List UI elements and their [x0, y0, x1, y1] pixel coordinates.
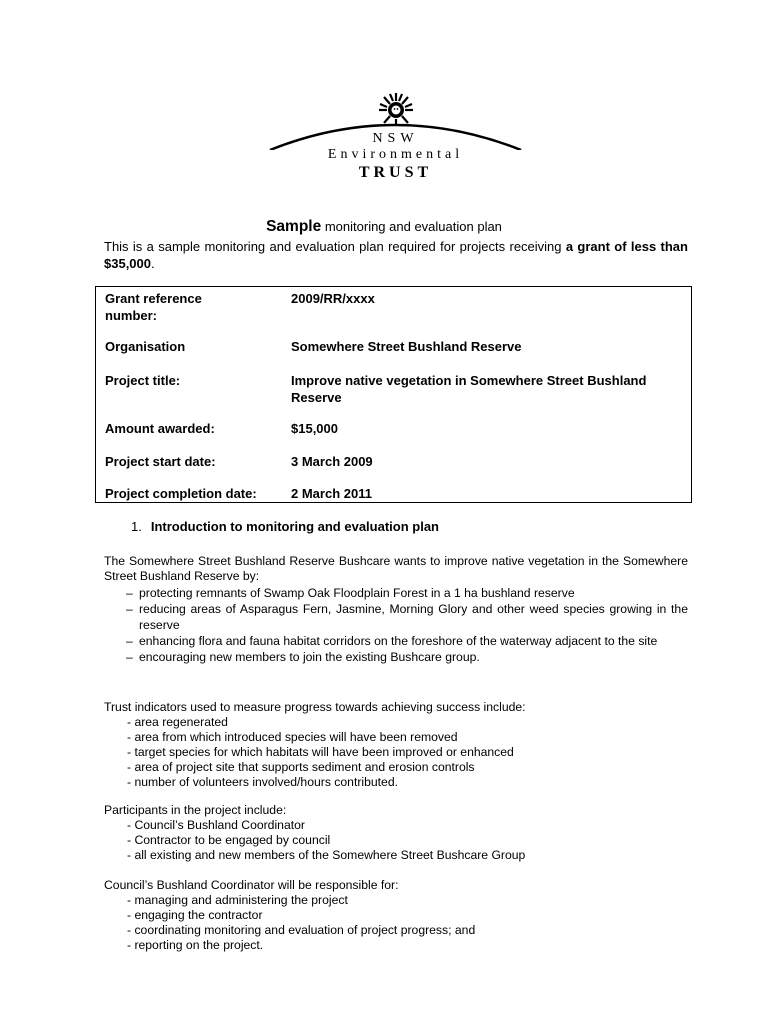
list-item: – encouraging new members to join the existing Bushcare group.	[126, 649, 688, 665]
info-value: $15,000	[291, 421, 338, 436]
participants-lead: Participants in the project include:	[104, 803, 287, 817]
intro-bold: a grant of less than $35,000	[104, 239, 688, 271]
list-item: - Contractor to be engaged by council	[127, 833, 331, 847]
indicators-lead: Trust indicators used to measure progress towards achieving success include:	[104, 700, 526, 714]
info-value: 3 March 2009	[291, 454, 373, 469]
logo-text-trust: TRUST	[358, 164, 433, 181]
list-item: - reporting on the project.	[127, 938, 264, 952]
title-rest: monitoring and evaluation plan	[324, 219, 502, 234]
intro-text: This is a sample monitoring and evaluation plan required for projects receiving	[104, 239, 566, 254]
info-value: Somewhere Street Bushland Reserve	[291, 339, 522, 354]
coordinator-block	[104, 878, 475, 953]
list-item: - area from which introduced species will have been removed	[127, 730, 458, 744]
section-intro-paragraph: The Somewhere Street Bushland Reserve Bushcare wants to improve native vegetation in the Somewhere Street Bushland Reserve by:	[104, 554, 688, 583]
info-value: 2009/RR/xxxx	[291, 291, 375, 306]
objectives-list	[126, 585, 688, 665]
info-label: Amount awarded:	[105, 421, 215, 436]
list-item: – enhancing flora and fauna habitat corridors on the foreshore of the waterway adjacent to the site	[126, 633, 688, 649]
info-label: Project title:	[105, 373, 181, 388]
info-label: Project completion date:	[105, 486, 257, 501]
list-item: - coordinating monitoring and evaluation of project progress; and	[127, 923, 476, 937]
nsw-environmental-trust-logo	[268, 90, 523, 186]
intro-end: .	[151, 256, 155, 271]
list-item: – reducing areas of Asparagus Fern, Jasmine, Morning Glory and other weed species growing in the reserve	[126, 601, 688, 633]
section-title: Introduction to monitoring and evaluation plan	[150, 519, 439, 534]
coordinator-lead: Council’s Bushland Coordinator will be responsible for:	[104, 878, 399, 892]
list-item: - area regenerated	[127, 715, 228, 729]
logo-text-nsw: NSW	[372, 131, 419, 146]
list-item: - managing and administering the project	[127, 893, 348, 907]
list-item: - Council’s Bushland Coordinator	[127, 818, 305, 832]
list-item: - all existing and new members of the Somewhere Street Bushcare Group	[127, 848, 526, 862]
info-label: Project start date:	[105, 454, 216, 469]
indicators-block	[104, 700, 526, 790]
logo-text-environmental: Environmental	[327, 147, 464, 162]
section-number: 1.	[131, 519, 142, 534]
info-value: 2 March 2011	[291, 486, 372, 501]
participants-block	[104, 803, 525, 863]
list-item: - number of volunteers involved/hours contributed.	[127, 775, 398, 789]
list-item: - engaging the contractor	[127, 908, 263, 922]
title-bold: Sample	[266, 218, 322, 235]
info-value: Improve native vegetation in Somewhere Street Bushland Reserve	[291, 373, 647, 405]
list-item: - target species for which habitats will have been improved or enhanced	[127, 745, 514, 759]
info-label: Grant reference number:	[105, 291, 202, 323]
project-info-box	[95, 286, 692, 503]
list-item: – protecting remnants of Swamp Oak Floodplain Forest in a 1 ha bushland reserve	[126, 585, 688, 601]
intro-paragraph	[104, 238, 688, 272]
section-heading	[131, 519, 439, 534]
list-item: - area of project site that supports sediment and erosion controls	[127, 760, 475, 774]
document-title	[0, 218, 768, 236]
info-label: Organisation	[105, 339, 186, 354]
